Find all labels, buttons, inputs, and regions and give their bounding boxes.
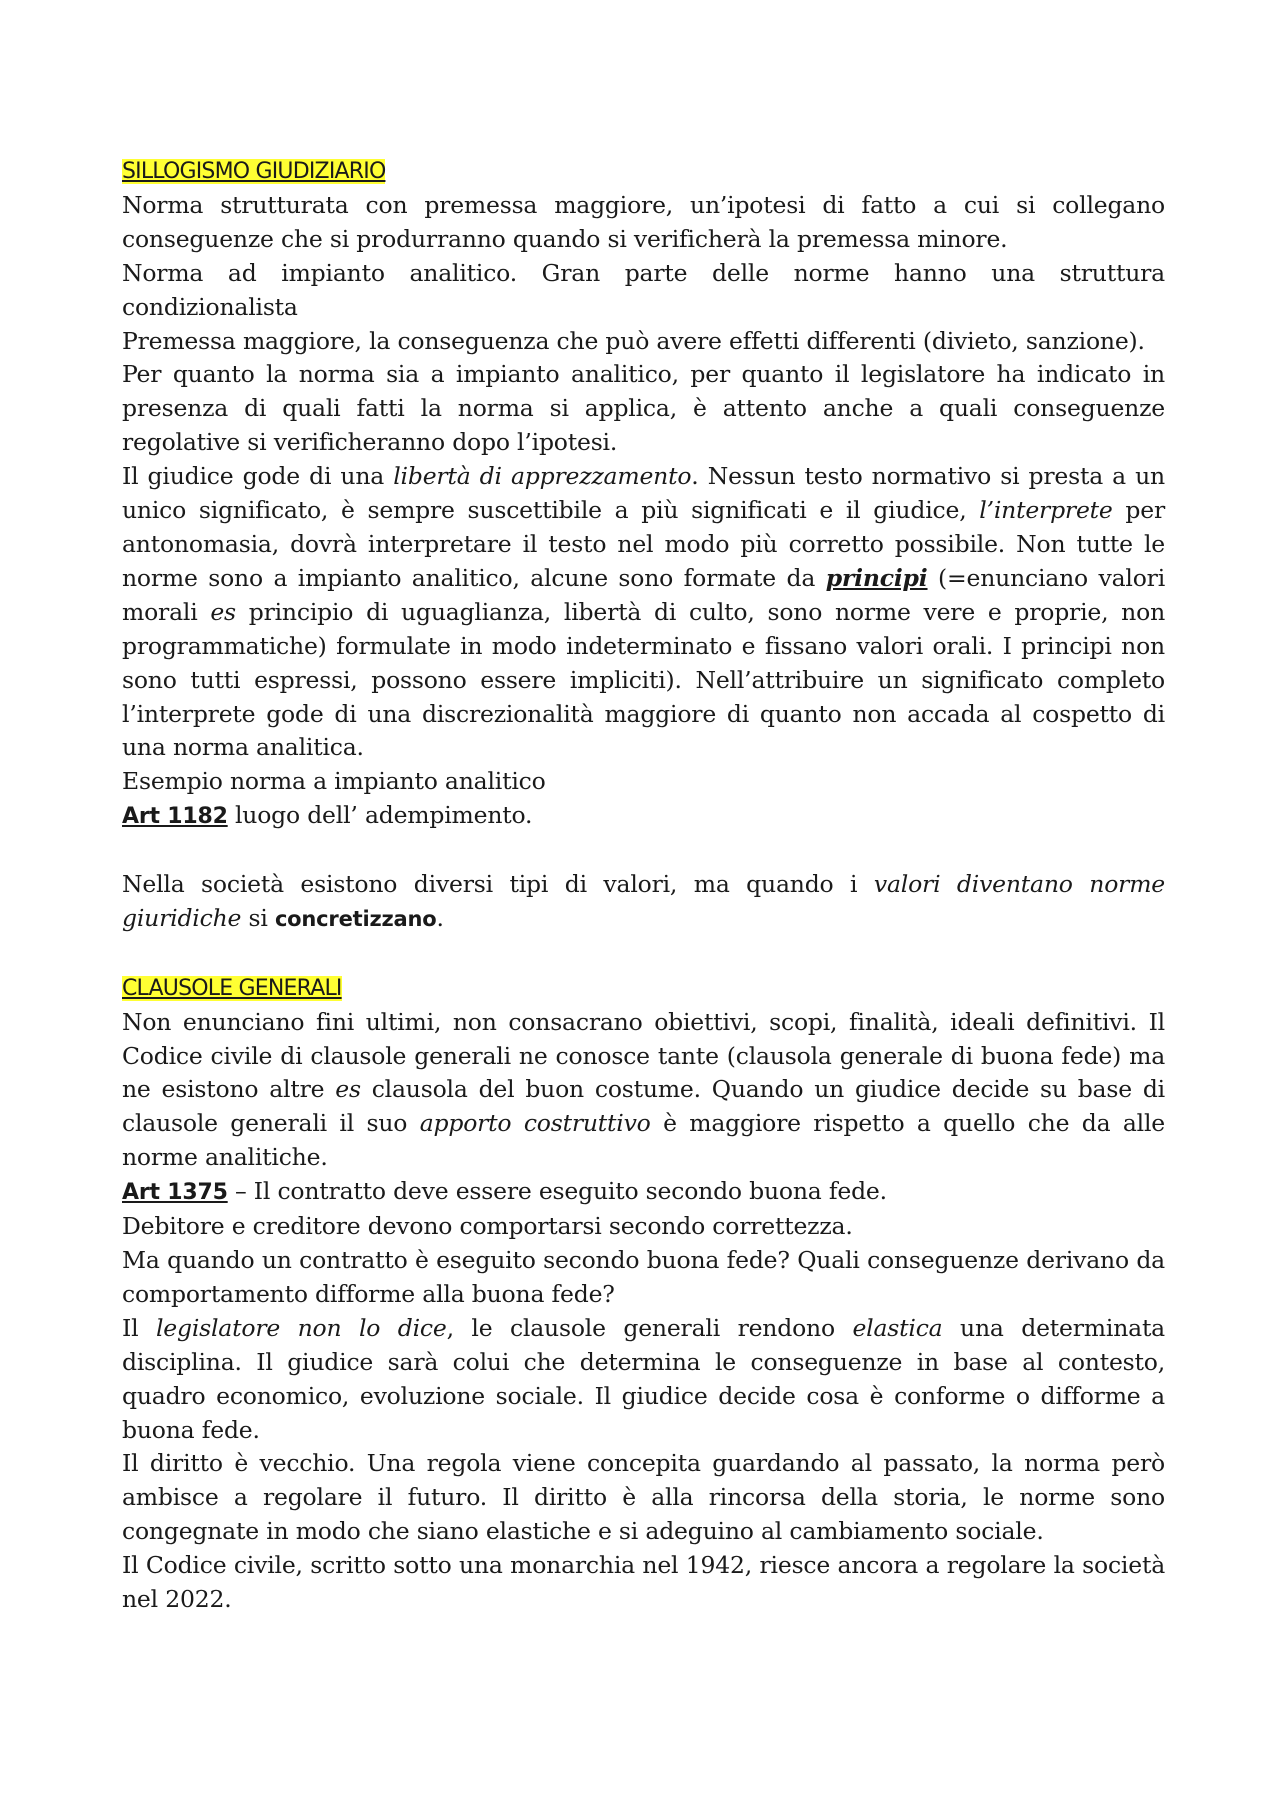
italic-term: elastica xyxy=(852,1313,943,1342)
section-heading-sillogismo: SILLOGISMO GIUDIZIARIO xyxy=(122,159,386,184)
article-ref-1375: Art 1375 xyxy=(122,1180,228,1206)
italic-term: apporto costruttivo xyxy=(419,1109,651,1138)
paragraph: Art 1375 – Il contratto deve essere eseguito secondo buona fede. xyxy=(122,1177,887,1206)
document-body xyxy=(122,154,1165,1617)
article-ref-1182: Art 1182 xyxy=(122,804,228,830)
spacer xyxy=(122,937,1165,971)
italic-term: es xyxy=(210,597,236,626)
paragraph: Il Codice civile, scritto sotto una monarchia nel 1942, riesce ancora a regolare la società nel 2022. xyxy=(122,1551,1165,1614)
paragraph: Esempio norma a impianto analitico xyxy=(122,767,546,796)
paragraph: Premessa maggiore, la conseguenza che può avere effetti differenti (divieto, sanzione). xyxy=(122,326,1145,355)
paragraph: Debitore e creditore devono comportarsi secondo correttezza. xyxy=(122,1212,853,1241)
paragraph: Il legislatore non lo dice, le clausole generali rendono elastica una determinata disciplina. Il giudice sarà colui che determina le conseguenze in base al contesto, quadro economico, evoluzione sociale. Il giudice decide cosa è conforme o difforme a buona fede. xyxy=(122,1313,1165,1444)
italic-term: es xyxy=(335,1075,361,1104)
paragraph: Il diritto è vecchio. Una regola viene concepita guardando al passato, la norma però ambisce a regolare il futuro. Il diritto è alla rincorsa della storia, le norme sono congegnate in modo che siano elastiche e si adeguino al cambiamento sociale. xyxy=(122,1449,1165,1546)
spacer xyxy=(122,834,1165,868)
paragraph: Ma quando un contratto è eseguito secondo buona fede? Quali conseguenze derivano da comportamento difforme alla buona fede? xyxy=(122,1245,1165,1308)
bold-term-concretizzano: concretizzano xyxy=(274,906,437,931)
italic-term: legislatore non lo dice xyxy=(155,1313,447,1342)
paragraph: Il giudice gode di una libertà di apprezzamento. Nessun testo normativo si presta a un unico significato, è sempre suscettibile a più significati e il giudice, l’interprete per antonomasia, dovrà interpretare il testo nel modo più corretto possibile. Non tutte le norme sono a impianto analitico, alcune sono formate da principi (=enunciano valori morali es principio di uguaglianza, libertà di culto, sono norme vere e proprie, non programmatiche) formulate in modo indeterminato e fissano valori orali. I principi non sono tutti espressi, possono essere impliciti). Nell’attribuire un significato completo l’interprete gode di una discrezionalità maggiore di quanto non accada al cospetto di una norma analitica. xyxy=(122,462,1166,762)
paragraph: Norma strutturata con premessa maggiore, un’ipotesi di fatto a cui si collegano conseguenze che si produrranno quando si verificherà la premessa minore. xyxy=(122,190,1165,253)
paragraph: Non enunciano fini ultimi, non consacrano obiettivi, scopi, finalità, ideali definitivi. Il Codice civile di clausole generali ne conosce tante (clausola generale di buona fede) ma ne esistono altre es clausola del buon costume. Quando un giudice decide su base di clausole generali il suo apporto costruttivo è maggiore rispetto a quello che da alle norme analitiche. xyxy=(122,1007,1166,1172)
paragraph: Per quanto la norma sia a impianto analitico, per quanto il legislatore ha indicato in presenza di quali fatti la norma si applica, è attento anche a quali conseguenze regolative si verificheranno dopo l’ipotesi. xyxy=(122,360,1165,457)
bold-term-principi: principi xyxy=(825,563,928,592)
italic-term: valori diventano norme giuridiche xyxy=(122,870,1165,932)
paragraph: Art 1182 luogo dell’ adempimento. xyxy=(122,801,533,830)
paragraph: Nella società esistono diversi tipi di valori, ma quando i valori diventano norme giuridiche si concretizzano. xyxy=(122,870,1165,932)
italic-term: l’interprete xyxy=(979,496,1113,525)
paragraph: Norma ad impianto analitico. Gran parte delle norme hanno una struttura condizionalista xyxy=(122,258,1165,321)
italic-term: libertà di apprezzamento xyxy=(393,462,692,491)
section-heading-clausole: CLAUSOLE GENERALI xyxy=(122,975,342,1001)
